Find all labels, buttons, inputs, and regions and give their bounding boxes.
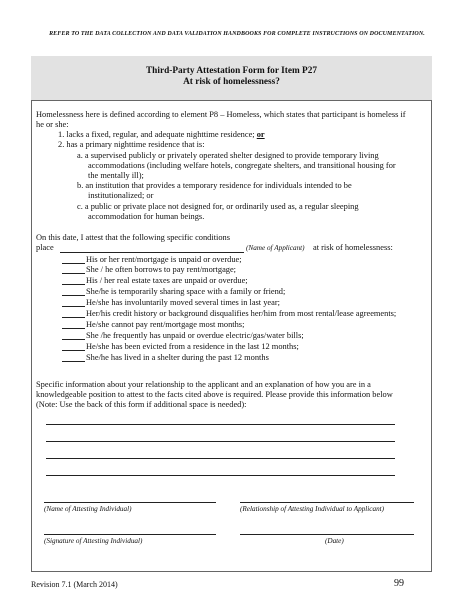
definition-line-2: he or she: <box>36 120 69 129</box>
condition-item: He/she has been evicted from a residence in the last 12 months; <box>86 342 299 351</box>
condition-check-blank[interactable] <box>62 284 85 285</box>
definition-sub-c-2: accommodation for human beings. <box>88 212 205 221</box>
date-label: (Date) <box>325 537 344 545</box>
condition-item: She /he frequently has unpaid or overdue electric/gas/water bills; <box>86 331 304 340</box>
condition-check-blank[interactable] <box>62 273 85 274</box>
risk-label: at risk of homelessness: <box>313 243 393 252</box>
condition-check-blank[interactable] <box>62 317 85 318</box>
definition-item-2: 2. has a primary nighttime residence that is: <box>58 140 205 149</box>
condition-item: Her/his credit history or background disqualifies her/him from most rental/lease agreements; <box>86 309 397 318</box>
condition-check-blank[interactable] <box>62 306 85 307</box>
relationship-line-2: knowledgeable position to attest to the facts cited above is required. Please provide this information below <box>36 390 393 399</box>
condition-item: She / he often borrows to pay rent/mortgage; <box>86 265 237 274</box>
definition-sub-b-2: institutionalized; or <box>88 191 154 200</box>
condition-item: She/he has lived in a shelter during the past 12 months <box>86 353 269 362</box>
revision-note: Revision 7.1 (March 2014) <box>31 580 118 589</box>
form-subtitle: At risk of homelessness? <box>183 77 280 87</box>
definition-item-1-text: 1. lacks a fixed, regular, and adequate nighttime residence; <box>58 130 257 139</box>
attesting-name-field[interactable] <box>44 502 216 503</box>
condition-check-blank[interactable] <box>62 328 85 329</box>
explanation-line[interactable] <box>46 441 395 442</box>
condition-check-blank[interactable] <box>62 295 85 296</box>
definition-sub-c-1: c. a public or private place not designed for, or ordinarily used as, a regular sleeping <box>77 202 359 211</box>
explanation-line[interactable] <box>46 424 395 425</box>
signature-field[interactable] <box>44 534 216 535</box>
signature-label: (Signature of Attesting Individual) <box>44 537 143 545</box>
definition-item-1 <box>58 130 265 140</box>
attest-intro: On this date, I attest that the following specific conditions <box>36 233 230 242</box>
relationship-label: (Relationship of Attesting Individual to Applicant) <box>240 505 385 513</box>
form-title-box <box>31 56 432 101</box>
condition-check-blank[interactable] <box>62 350 85 351</box>
handbook-reference-note: REFER TO THE DATA COLLECTION AND DATA VALIDATION HANDBOOKS FOR COMPLETE INSTRUCTIONS ON DOCUMENTATION. <box>49 31 425 37</box>
page-number: 99 <box>394 578 404 589</box>
definition-line-1: Homelessness here is defined according to element P8 – Homeless, which states that participant is homeless if <box>36 110 406 119</box>
explanation-line[interactable] <box>46 458 395 459</box>
condition-check-blank[interactable] <box>62 339 85 340</box>
condition-check-blank[interactable] <box>62 361 85 362</box>
explanation-line[interactable] <box>46 475 395 476</box>
definition-item-1-or: or <box>256 130 265 139</box>
condition-item: She/he is temporarily sharing space with a family or friend; <box>86 287 286 296</box>
condition-item: He/she cannot pay rent/mortgage most months; <box>86 320 245 329</box>
definition-sub-a-3: the mentally ill); <box>88 171 144 180</box>
definition-sub-a-2: accommodations (including welfare hotels, congregate shelters, and transitional housing for <box>88 161 396 170</box>
relationship-line-1: Specific information about your relationship to the applicant and an explanation of how you are in a <box>36 380 371 389</box>
condition-item: His or her rent/mortgage is unpaid or overdue; <box>86 255 242 264</box>
condition-item: His / her real estate taxes are unpaid or overdue; <box>86 276 248 285</box>
condition-item: He/she has involuntarily moved several times in last year; <box>86 298 280 307</box>
form-title: Third-Party Attestation Form for Item P27 <box>145 66 317 76</box>
date-field[interactable] <box>240 534 414 535</box>
attest-place-label: place <box>36 243 54 252</box>
applicant-name-field[interactable] <box>60 252 244 253</box>
attesting-name-label: (Name of Attesting Individual) <box>44 505 132 513</box>
relationship-line-3: (Note: Use the back of this form if additional space is needed): <box>36 400 247 409</box>
definition-sub-b-1: b. an institution that provides a temporary residence for individuals intended to be <box>77 181 352 190</box>
definition-sub-a-1: a. a supervised publicly or privately operated shelter designed to provide temporary living <box>77 151 379 160</box>
condition-check-blank[interactable] <box>62 263 85 264</box>
applicant-name-label: (Name of Applicant) <box>246 244 305 252</box>
relationship-field[interactable] <box>240 502 414 503</box>
